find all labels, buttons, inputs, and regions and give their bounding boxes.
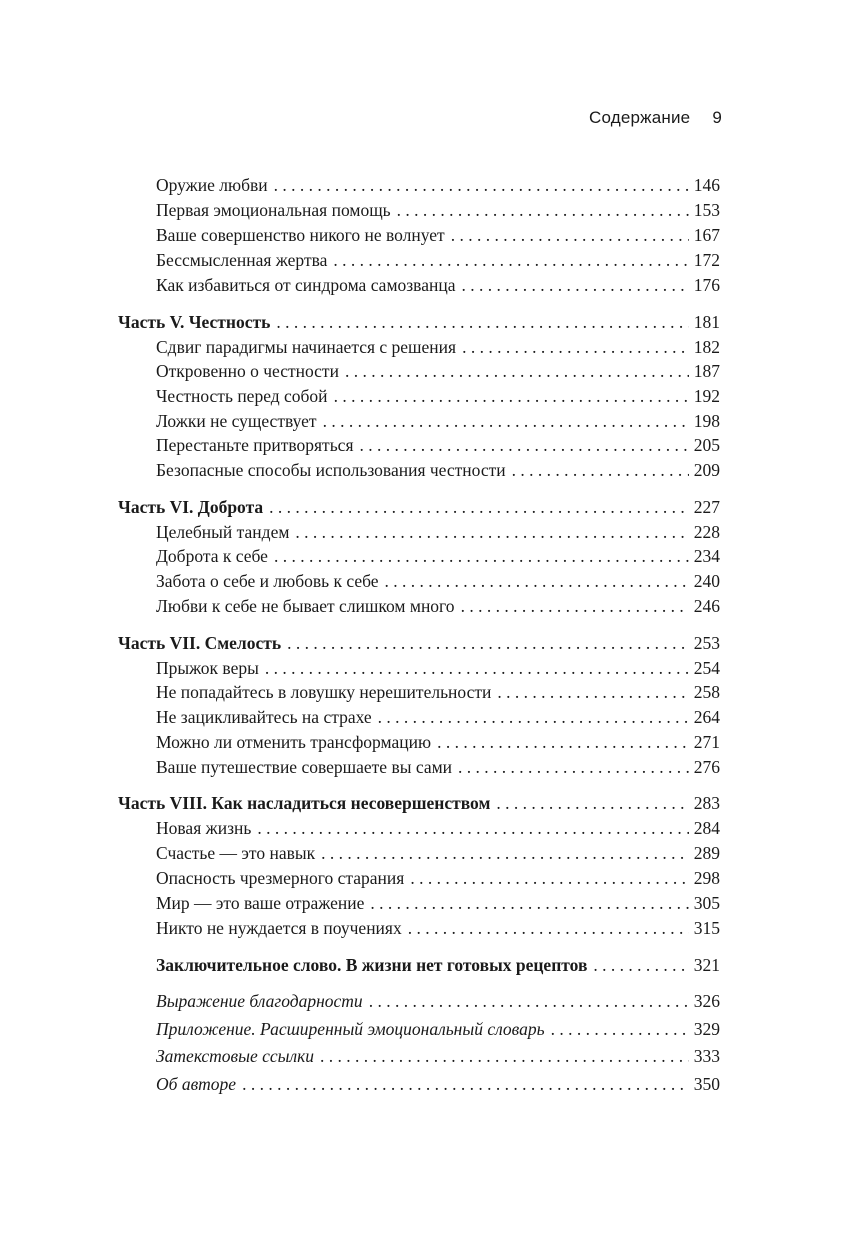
toc-entry-page: 276 bbox=[693, 757, 720, 777]
toc-entry-title: Не зацикливайтесь на страхе bbox=[156, 707, 372, 727]
toc-entry bbox=[156, 841, 720, 865]
toc-entry-title: Никто не нуждается в поучениях bbox=[156, 918, 402, 938]
dot-leader bbox=[242, 1072, 689, 1096]
toc-entry-page: 209 bbox=[693, 460, 720, 480]
toc-back-matter bbox=[156, 1017, 720, 1041]
toc-entry bbox=[156, 916, 720, 940]
toc-back-matter bbox=[156, 1044, 720, 1068]
toc-entry bbox=[156, 384, 720, 408]
toc-entry-title: Выражение благодарности bbox=[156, 991, 363, 1011]
toc-entry bbox=[156, 198, 720, 222]
dot-leader bbox=[274, 173, 689, 197]
toc-entry-title: Об авторе bbox=[156, 1074, 237, 1094]
dot-leader bbox=[295, 520, 688, 544]
toc-entry-title: Сдвиг парадигмы начинается с решения bbox=[156, 337, 457, 357]
toc-entry-title: Перестаньте притворяться bbox=[156, 435, 354, 455]
dot-leader bbox=[408, 916, 689, 940]
dot-leader bbox=[370, 891, 688, 915]
dot-leader bbox=[265, 656, 689, 680]
toc-entry-page: 192 bbox=[693, 386, 720, 406]
dot-leader bbox=[593, 953, 688, 977]
toc-entry-page: 172 bbox=[693, 250, 720, 270]
toc-entry-title: Забота о себе и любовь к себе bbox=[156, 571, 379, 591]
toc-entry bbox=[156, 544, 720, 568]
running-header-title: Содержание bbox=[588, 108, 691, 127]
toc-entry bbox=[156, 458, 720, 482]
dot-leader bbox=[276, 310, 688, 334]
toc-entry bbox=[156, 433, 720, 457]
dot-leader bbox=[496, 791, 688, 815]
toc-entry-title: Новая жизнь bbox=[156, 818, 252, 838]
dot-leader bbox=[458, 755, 689, 779]
toc-entry-title: Целебный тандем bbox=[156, 522, 290, 542]
toc-part-heading bbox=[118, 310, 720, 334]
dot-leader bbox=[378, 705, 689, 729]
dot-leader bbox=[437, 730, 689, 754]
toc-entry bbox=[156, 594, 720, 618]
toc-entry-title: Приложение. Расширенный эмоциональный словарь bbox=[156, 1019, 545, 1039]
toc-back-matter bbox=[156, 1072, 720, 1096]
toc-entry-title: Ложки не существует bbox=[156, 411, 317, 431]
page-number: 9 bbox=[712, 108, 722, 127]
toc-conclusion bbox=[156, 953, 720, 977]
dot-leader bbox=[461, 273, 688, 297]
toc-entry-page: 198 bbox=[693, 411, 720, 431]
toc-entry-page: 329 bbox=[693, 1019, 720, 1039]
toc-entry-page: 333 bbox=[693, 1046, 720, 1066]
toc-entry-page: 315 bbox=[693, 918, 720, 938]
toc-entry-title: Откровенно о честности bbox=[156, 361, 339, 381]
toc-entry-title: Не попадайтесь в ловушку нерешительности bbox=[156, 682, 492, 702]
toc-entry bbox=[156, 891, 720, 915]
toc-entry-title: Опасность чрезмерного старания bbox=[156, 868, 405, 888]
toc-entry-page: 187 bbox=[693, 361, 720, 381]
toc-entry-title: Оружие любви bbox=[156, 175, 268, 195]
dot-leader bbox=[345, 359, 689, 383]
dot-leader bbox=[497, 680, 688, 704]
dot-leader bbox=[321, 841, 689, 865]
toc-entry-page: 246 bbox=[693, 596, 720, 616]
dot-leader bbox=[461, 594, 689, 618]
toc-entry-title: Бессмысленная жертва bbox=[156, 250, 328, 270]
dot-leader bbox=[512, 458, 689, 482]
toc-entry bbox=[156, 866, 720, 890]
toc-entry bbox=[156, 680, 720, 704]
toc-entry-title: Затекстовые ссылки bbox=[156, 1046, 315, 1066]
toc-entry bbox=[156, 520, 720, 544]
toc-entry-title: Безопасные способы использования честности bbox=[156, 460, 506, 480]
toc-entry bbox=[156, 409, 720, 433]
toc-entry-page: 254 bbox=[693, 658, 720, 678]
toc-entry-title: Любви к себе не бывает слишком много bbox=[156, 596, 455, 616]
dot-leader bbox=[323, 409, 689, 433]
toc-entry-title: Часть V. Честность bbox=[118, 312, 271, 332]
dot-leader bbox=[360, 433, 689, 457]
toc-entry bbox=[156, 730, 720, 754]
toc-entry bbox=[156, 335, 720, 359]
toc-entry-page: 305 bbox=[693, 893, 720, 913]
toc-entry-page: 240 bbox=[693, 571, 720, 591]
toc-entry-title: Можно ли отменить трансформацию bbox=[156, 732, 432, 752]
toc-entry-page: 182 bbox=[693, 337, 720, 357]
dot-leader bbox=[333, 248, 688, 272]
dot-leader bbox=[334, 384, 689, 408]
toc-entry-title: Прыжок веры bbox=[156, 658, 259, 678]
toc-entry-title: Часть VIII. Как насладиться несовершенством bbox=[118, 793, 491, 813]
dot-leader bbox=[269, 495, 689, 519]
toc-entry-page: 176 bbox=[693, 275, 720, 295]
toc-entry bbox=[156, 816, 720, 840]
toc-entry-page: 146 bbox=[693, 175, 720, 195]
toc-entry-title: Ваше совершенство никого не волнует bbox=[156, 225, 445, 245]
dot-leader bbox=[551, 1017, 689, 1041]
toc-entry-title: Ваше путешествие совершаете вы сами bbox=[156, 757, 453, 777]
toc-part-heading bbox=[118, 631, 720, 655]
toc-entry bbox=[156, 656, 720, 680]
toc-entry-page: 264 bbox=[693, 707, 720, 727]
toc-entry-page: 321 bbox=[693, 955, 720, 975]
toc-entry-page: 289 bbox=[693, 843, 720, 863]
toc-entry bbox=[156, 705, 720, 729]
toc-entry-page: 326 bbox=[693, 991, 720, 1011]
toc-entry-title: Часть VII. Смелость bbox=[118, 633, 282, 653]
toc-entry-page: 234 bbox=[693, 546, 720, 566]
dot-leader bbox=[274, 544, 689, 568]
toc-entry-page: 258 bbox=[693, 682, 720, 702]
toc-entry-page: 167 bbox=[693, 225, 720, 245]
dot-leader bbox=[320, 1044, 689, 1068]
toc-entry-page: 228 bbox=[693, 522, 720, 542]
toc-entry bbox=[156, 359, 720, 383]
toc-entry-page: 284 bbox=[693, 818, 720, 838]
dot-leader bbox=[369, 989, 689, 1013]
toc-entry-page: 153 bbox=[693, 200, 720, 220]
toc-entry bbox=[156, 273, 720, 297]
toc-entry-title: Часть VI. Доброта bbox=[118, 497, 264, 517]
toc-entry-title: Мир — это ваше отражение bbox=[156, 893, 365, 913]
dot-leader bbox=[410, 866, 688, 890]
toc-entry bbox=[156, 569, 720, 593]
toc-entry-title: Счастье — это навык bbox=[156, 843, 316, 863]
dot-leader bbox=[385, 569, 689, 593]
dot-leader bbox=[462, 335, 689, 359]
dot-leader bbox=[451, 223, 689, 247]
toc-entry-page: 227 bbox=[693, 497, 720, 517]
toc-back-matter bbox=[156, 989, 720, 1013]
toc-entry-page: 298 bbox=[693, 868, 720, 888]
toc-entry-page: 253 bbox=[693, 633, 720, 653]
toc-part-heading bbox=[118, 495, 720, 519]
toc-entry-page: 350 bbox=[693, 1074, 720, 1094]
toc-entry-page: 181 bbox=[693, 312, 720, 332]
dot-leader bbox=[287, 631, 689, 655]
toc-entry bbox=[156, 755, 720, 779]
toc-entry-page: 271 bbox=[693, 732, 720, 752]
toc-entry bbox=[156, 223, 720, 247]
toc-entry bbox=[156, 173, 720, 197]
toc-entry-title: Первая эмоциональная помощь bbox=[156, 200, 391, 220]
toc-entry-title: Заключительное слово. В жизни нет готовых рецептов bbox=[156, 955, 588, 975]
dot-leader bbox=[397, 198, 689, 222]
toc-entry-title: Доброта к себе bbox=[156, 546, 268, 566]
toc-entry-title: Как избавиться от синдрома самозванца bbox=[156, 275, 456, 295]
toc-entry-page: 205 bbox=[693, 435, 720, 455]
toc-entry bbox=[156, 248, 720, 272]
toc-part-heading bbox=[118, 791, 720, 815]
dot-leader bbox=[257, 816, 688, 840]
toc-entry-page: 283 bbox=[693, 793, 720, 813]
toc-entry-title: Честность перед собой bbox=[156, 386, 328, 406]
